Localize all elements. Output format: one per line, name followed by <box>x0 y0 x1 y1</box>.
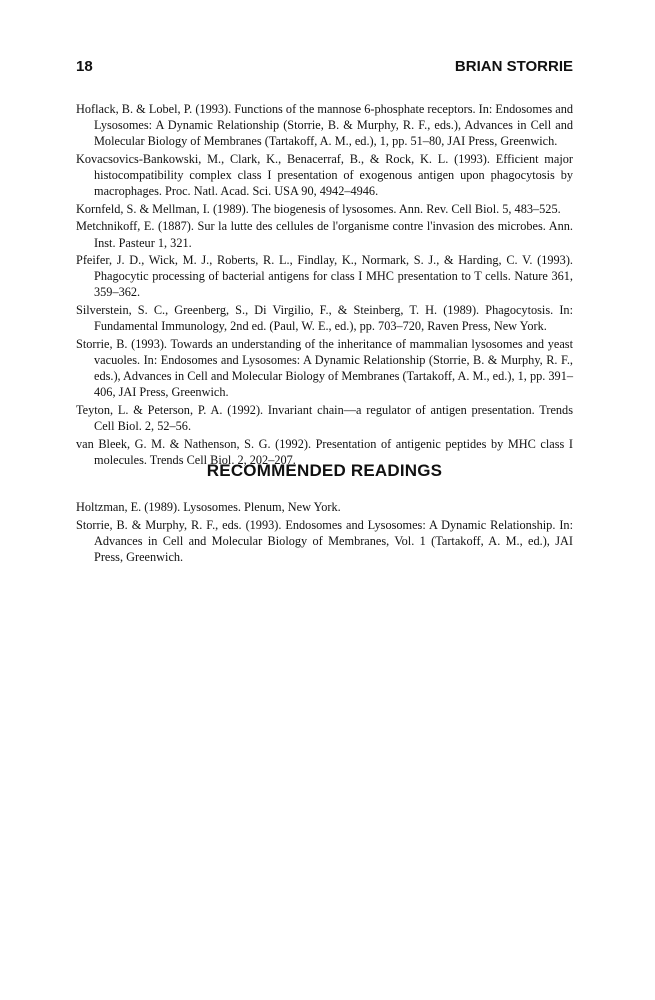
section-heading: RECOMMENDED READINGS <box>206 461 443 480</box>
reference-entry: Storrie, B. (1993). Towards an understanding of the inheritance of mammalian lysosomes and yeast vacuoles. In: Endosomes and Lysosomes: A Dynamic Relationship (Storrie, B. & Murphy, R. F., eds.), Advances in Cell and Molecular Biology of Membranes (Tartakoff, A. M., ed.), 1, pp. 391–406, JAI Press, Greenwich. <box>76 336 573 400</box>
reference-entry: Kornfeld, S. & Mellman, I. (1989). The biogenesis of lysosomes. Ann. Rev. Cell Biol. 5, 483–525. <box>76 201 561 216</box>
reference-entry: van Bleek, G. M. & Nathenson, S. G. (1992). Presentation of antigenic peptides by MHC class I molecules. Trends Cell Biol. 2, 202–207. <box>76 436 573 467</box>
recommended-entry: Holtzman, E. (1989). Lysosomes. Plenum, New York. <box>76 500 341 514</box>
reference-entry: Teyton, L. & Peterson, P. A. (1992). Invariant chain—a regulator of antigen presentation. Trends Cell Biol. 2, 52–56. <box>76 402 573 433</box>
recommended-readings-list <box>76 499 573 567</box>
running-author: BRIAN STORRIE <box>454 58 573 75</box>
reference-entry: Hoflack, B. & Lobel, P. (1993). Functions of the mannose 6-phosphate receptors. In: Endosomes and Lysosomes: A Dynamic Relationship (Storrie, B. & Murphy, R. F., eds.), Advances in Cell and Molecular Biology of Membranes (Tartakoff, A. M., ed.), 1, pp. 51–80, JAI Press, Greenwich. <box>76 102 573 149</box>
reference-list <box>76 101 573 469</box>
reference-entry: Silverstein, S. C., Greenberg, S., Di Virgilio, F., & Steinberg, T. H. (1989). Phagocytosis. In: Fundamental Immunology, 2nd ed. (Paul, W. E., ed.), pp. 703–720, Raven Press, New York. <box>76 303 573 334</box>
recommended-entry: Storrie, B. & Murphy, R. F., eds. (1993). Endosomes and Lysosomes: A Dynamic Relationship. In: Advances in Cell and Molecular Biology of Membranes, Vol. 1 (Tartakoff, A. M., ed.), JAI Press, Greenwich. <box>76 517 573 564</box>
reference-entry: Metchnikoff, E. (1887). Sur la lutte des cellules de l'organisme contre l'invasion des microbes. Ann. Inst. Pasteur 1, 321. <box>76 219 573 250</box>
reference-entry: Pfeifer, J. D., Wick, M. J., Roberts, R. L., Findlay, K., Normark, S. J., & Harding, C. V. (1993). Phagocytic processing of bacterial antigens for class I MHC presentation to T cells. Nature 361, 359–362. <box>76 253 573 300</box>
reference-entry: Kovacsovics-Bankowski, M., Clark, K., Benacerraf, B., & Rock, K. L. (1993). Efficient major histocompatibility complex class I presentation of exogenous antigen upon phagocytosis by macrophages. Proc. Natl. Acad. Sci. USA 90, 4942–4946. <box>76 151 573 199</box>
running-header <box>76 58 573 75</box>
page-number: 18 <box>76 58 93 75</box>
